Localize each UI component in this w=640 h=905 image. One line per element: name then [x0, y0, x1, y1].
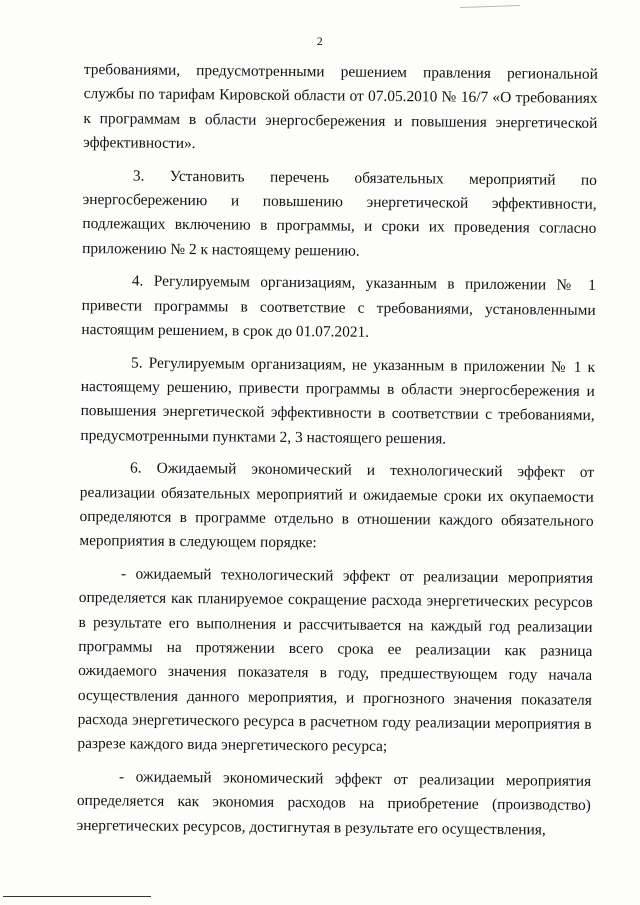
- paragraph-item-4: 4. Регулируемым организациям, указанным в приложении № 1 привести программы в соответствие с требованиями, установленными настоящим решением, в срок до 01.07.2021.: [81, 272, 596, 341]
- paragraph-item-6: 6. Ожидаемый экономический и технологический эффект от реализации обязательных мероприятий и ожидаемые сроки их окупаемости определяются в программе отдельно в отношении каждого обязательного мероприятия в следующем порядке:: [79, 459, 595, 552]
- footnote-separator-line: [3, 896, 151, 897]
- paragraph-technological-effect: - ожидаемый технологический эффект от реализации мероприятия определяется как планируемое сокращение расхода энергетических ресурсов в результате его выполнения и рассчитывается на каждый год реализации программы на протяжении всего срока ее реализации как разница ожидаемого значения показателя в году, предшествующем году начала осуществления данного мероприятия, и прогнозного значения показателя расхода энергетического ресурса в расчетном году реализации мероприятия в разрезе каждого вида энергетического ресурса;: [77, 565, 594, 756]
- paragraph-intro-continuation: требованиями, предусмотренными решением правления региональной службы по тарифам Кировской области от 07.05.2010 № 16/7 «О требованиях к программам в области энергосбережения и повышения энергетической эффективности».: [83, 60, 598, 152]
- paragraph-item-5: 5. Регулируемым организациям, не указанным в приложении № 1 к настоящему решению, привести программы в области энергосбережения и повышения энергетической эффективности в соответствии с требованиями, предусмотренными пунктами 2, 3 настоящего решения.: [80, 354, 596, 448]
- scan-edge-mark: [460, 0, 520, 8]
- paragraph-item-3: 3. Установить перечень обязательных мероприятий по энергосбережению и повышению энергетической эффективности, подлежащих включению в программы, и сроки их проведения согласно приложению № 2 к настоящему решению.: [82, 167, 597, 260]
- paragraph-economic-effect: - ожидаемый экономический эффект от реализации мероприятия определяется как экономия расходов на приобретение (производство) энергетических ресурсов, достигнутая в результате его осуществления,: [76, 768, 592, 839]
- page-number: 2: [316, 34, 324, 48]
- document-body: [77, 58, 598, 843]
